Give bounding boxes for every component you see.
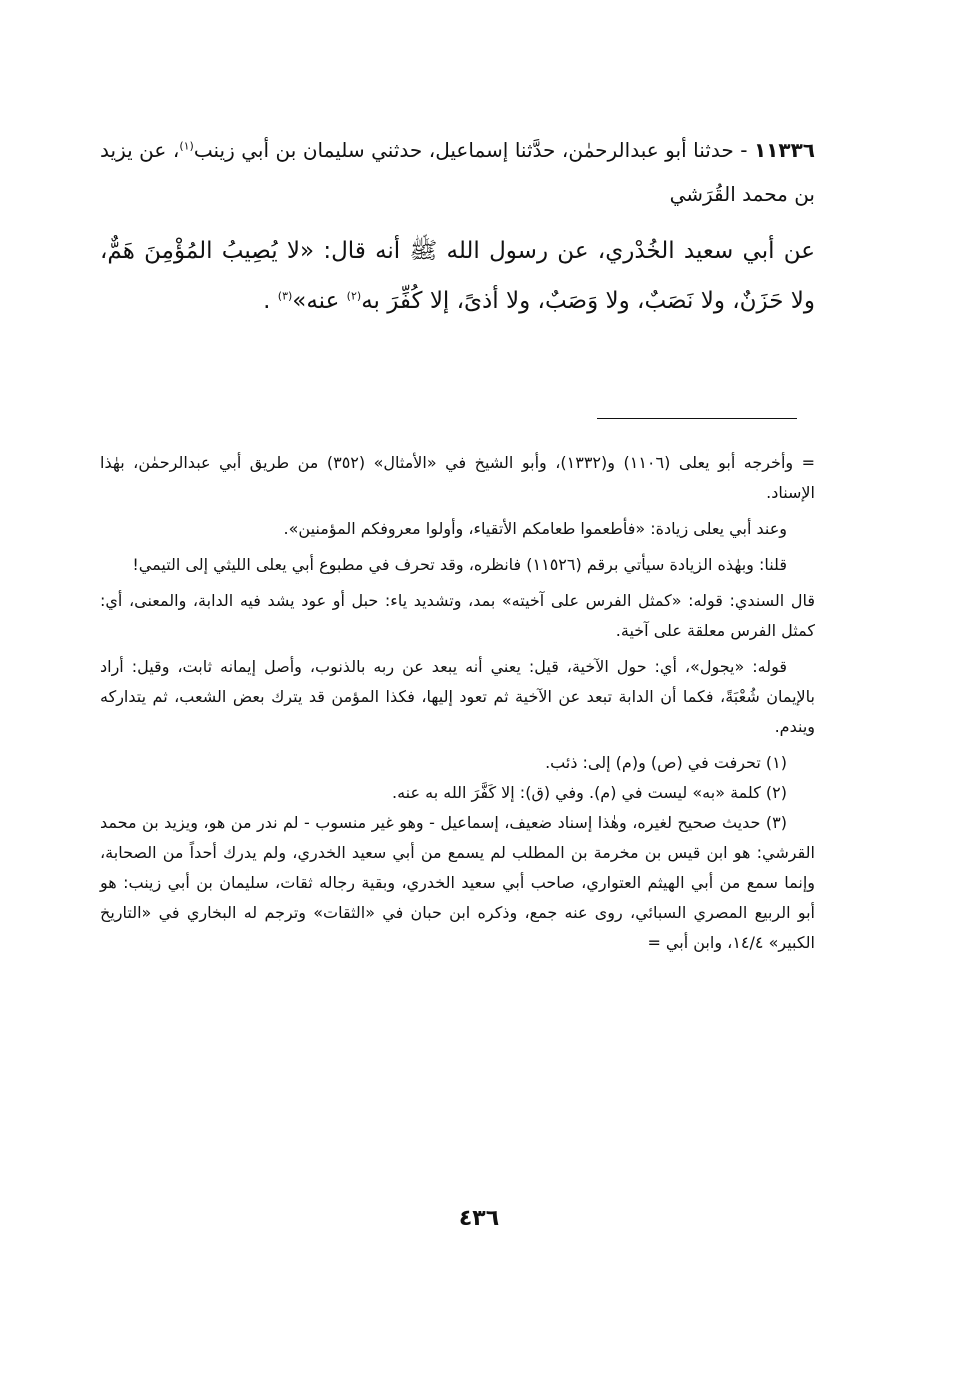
isnad-text-1: - حدثنا أبو عبدالرحمٰن، حدَّثنا إسماعيل، حدثني سليمان بن أبي زينب — [193, 138, 754, 162]
hadith-body — [100, 128, 815, 326]
hadith-isnad — [100, 128, 815, 216]
footnote-2: (٢) كلمة «به» ليست في (م). وفي (ق): إلا كَفَّرَ الله به عنه. — [392, 783, 787, 802]
footnote-continuation-4: قال السندي: قوله: «كمثل الفرس على آخيته» بمد، وتشديد ياء: حبل أو عود يشد فيه الدابة، والمعنى، أي: كمثل الفرس معلقة على آخية. — [100, 591, 815, 640]
footnote-ref-2: (٢) — [346, 289, 362, 303]
page-number: ٤٣٦ — [458, 1206, 500, 1231]
footnote-continuation-1: = وأخرجه أبو يعلى (١١٠٦) و(١٣٣٢)، وأبو الشيخ في «الأمثال» (٣٥٢) من طريق أبي عبدالرحمٰن، بهٰذا الإسناد. — [100, 453, 816, 502]
footnote-continuation-5: قوله: «يجول»، أي: حول الآخية، قيل: يعني أنه يبعد عن ربه بالذنوب، وأصل إيمانه ثابت، وقيل: أراد بالإيمان شُعْبَةً، فكما أن الدابة تبعد عن الآخية ثم تعود إليها، فكذا المؤمن قد يترك بعض الشعب، ثم يتداركه ويندم. — [100, 657, 815, 736]
footnote-1: (١) تحرفت في (ص) و(م) إلى: ذئب. — [545, 753, 787, 772]
hadith-number: ١١٣٣٦ — [753, 138, 815, 162]
footnote-ref-3: (٣) — [277, 289, 293, 303]
matn-end: . — [263, 288, 278, 314]
footnote-continuation-3: قلنا: وبهٰذه الزيادة سيأتي برقم (١١٥٢٦) فانظره، وقد تحرف في مطبوع أبي يعلى الليثي إلى التيمي! — [132, 555, 787, 574]
footnote-continuation-2: وعند أبي يعلى زيادة: «فأطعموا طعامكم الأتقياء، وأولوا معروفكم المؤمنين». — [283, 519, 787, 538]
hadith-matn — [100, 226, 815, 326]
footnote-separator — [597, 418, 797, 419]
matn-text-2: عنه» — [292, 288, 347, 314]
isnad-text-2: ، عن يزيد بن محمد القُرَشي — [100, 138, 815, 206]
footnote-3: (٣) حديث صحيح لغيره، وهٰذا إسناد ضعيف، إسماعيل - وهو غير منسوب - لم ندر من هو، ويزيد بن محمد القرشي: هو ابن قيس بن مخرمة بن المطلب لم يسمع من أبي سعيد الخدري، ولم يدرك أحداً من الصحابة، وإنما سمع من أبي الهيثم العتواري، صاحب أبي سعيد الخدري، وبقية رجاله ثقات، سليمان بن أبي زينب: هو أبو الربيع المصري السبائي، روى عنه جمع، وذكره ابن حبان في «الثقات» وترجم له البخاري في «التاريخ الكبير» ١٤/٤، وابن أبي = — [100, 813, 815, 952]
footnotes-section — [100, 448, 815, 964]
footnote-ref-1: (١) — [179, 139, 194, 153]
matn-text-1: عن أبي سعيد الخُدْري، عن رسول الله ﷺ أنه قال: «لا يُصِيبُ المُؤْمِنَ هَمٌّ، ولا حَزَنٌ، ولا نَصَبٌ، ولا وَصَبٌ، ولا أذىً، إلا كُفِّرَ به — [100, 238, 815, 314]
